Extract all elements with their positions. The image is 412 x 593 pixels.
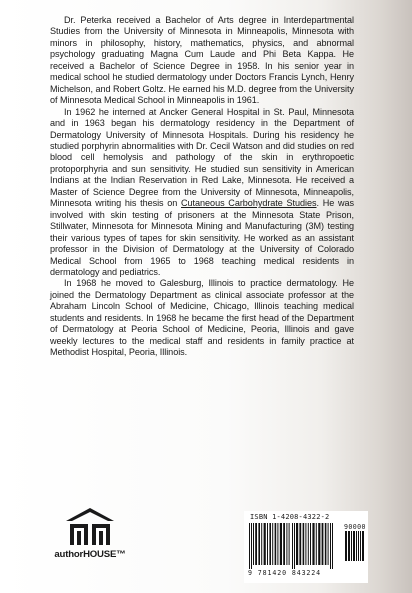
publisher-logo [50,505,130,575]
barcode-bars [248,523,340,569]
isbn-barcode [244,511,368,583]
author-biography [50,15,354,359]
bio-paragraph-2-text-b: . He was involved with skin testing of prisoners at the Minnesota State Prison, Stillwater, Minnesota for Minnesota Mining and Manufacturing (3M) testing their various types of tapes for skin sensitivity. He worked as an assistant professor in the Division of Dermatology at the University of Colorado Medical School from 1965 to 1968 teaching medical residents in dermatology and pediatrics. [50,198,354,277]
bio-paragraph-3-text: In 1968 he moved to Galesburg, Illinois to practice dermatology. He joined the Dermatology Department as clinical associate professor at the Abraham Lincoln School of Medicine, Chicago, Illinois teaching medical students and residents. In 1968 he became the first head of the Department of Dermatology at Peoria School of Medicine, Peoria, Illinois and gave weekly lectures to the medical staff and residents in family practice at Methodist Hospital, Peoria, Illinois. [50,278,354,358]
price-barcode-bars [344,531,364,569]
bio-paragraph-2-text-a: In 1962 he interned at Ancker General Hospital in St. Paul, Minnesota and in 1963 began his dermatology residency in the Department of Dermatology University of Minnesota Hospitals. During his residency he studied porphyrin abnormalities with Dr. Cecil Watson and did studies on red blood cell hemolysis and pathology of the skin in erythropoetic protoporphyria and sun sensitivity. He studied sun sensitivity in American Indians at the Indian Reservation in Red Lake, Minnesota. He received a Master of Science Degree from the University of Minnesota, Minneapolis, Minnesota writing his thesis on [50,106,354,209]
barcode-number: 9 781420 843224 [248,569,322,577]
price-code: 90000 [344,523,366,531]
bio-paragraph-3 [50,278,354,358]
bio-paragraph-1 [50,15,354,107]
isbn-number: ISBN 1-4208-4322-2 [250,513,330,521]
thesis-title: Cutaneous Carbohydrate Studies [181,198,317,209]
publisher-name: authorHOUSE™ [54,549,126,560]
bio-paragraph-1-text: Dr. Peterka received a Bachelor of Arts degree in Interdepartmental Studies from the University of Minnesota in Minneapolis, Minnesota with minors in philosophy, history, mathematics, physics, and abnormal psychology graduating Magna Cum Laude and Phi Beta Kappa. He received a Bachelor of Science Degree in 1958. In his senior year in medical school he studied dermatology under Doctors Francis Lynch, Henry Michelson, and Robert Goltz. He earned his M.D. degree from the University of Minnesota Medical School in Minneapolis in 1961. [50,15,354,106]
bio-paragraph-2 [50,107,354,279]
authorhouse-book-house-logo-icon [62,505,118,547]
